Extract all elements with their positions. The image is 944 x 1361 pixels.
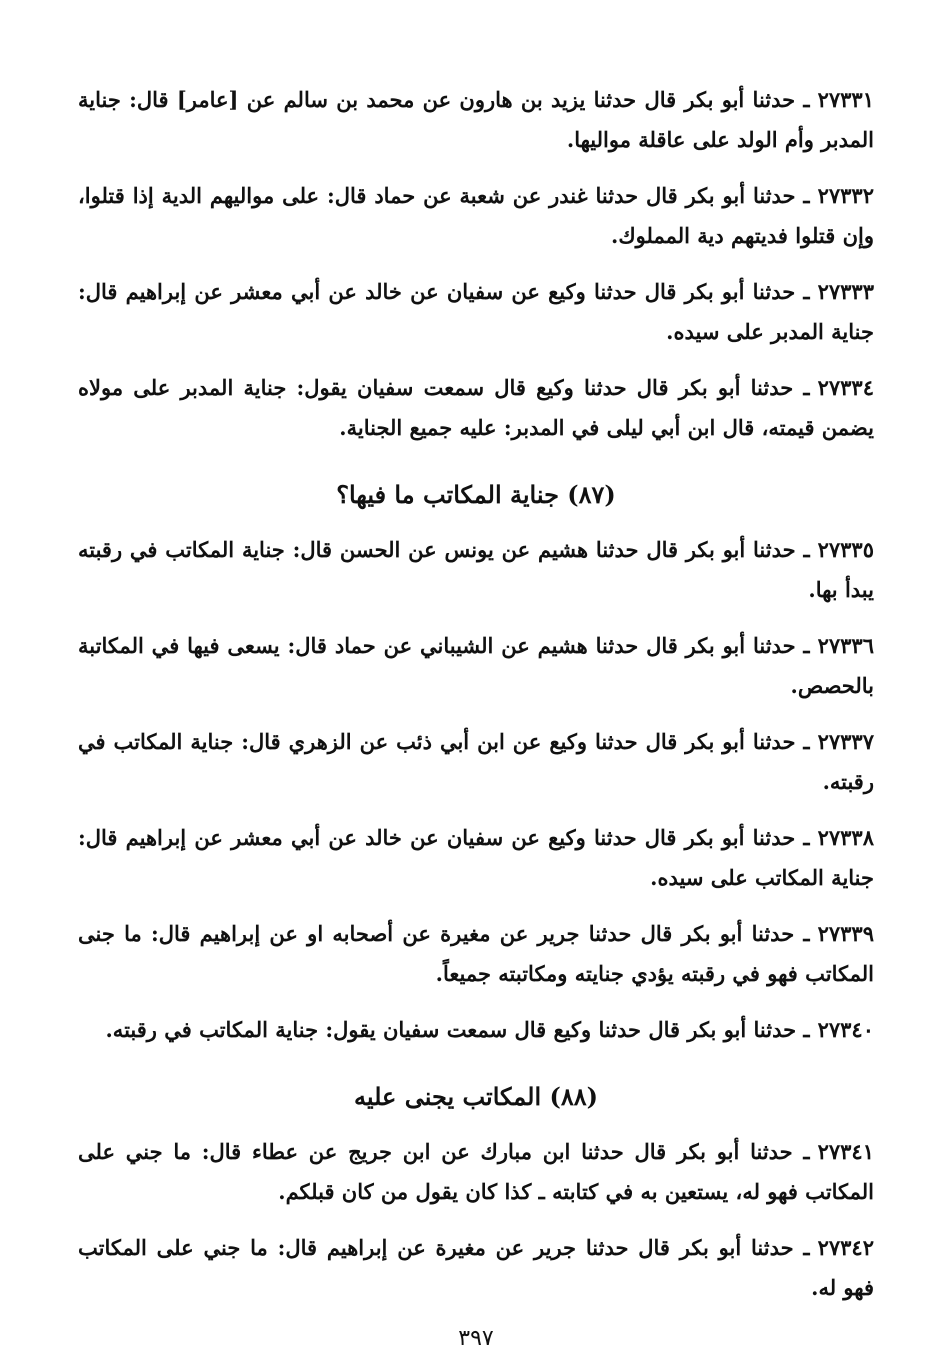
entry-text: ـ حدثنا أبو بكر قال حدثنا وكيع قال سمعت سفيان يقول: جناية المدبر على مولاه يضمن قيمته، قال ابن أبي ليلى في المدبر: عليه جميع الجناية.	[78, 375, 874, 440]
hadith-entry	[78, 1228, 874, 1308]
entry-number: ٢٧٣٣٦	[817, 633, 874, 658]
entry-text: ـ حدثنا أبو بكر قال حدثنا ابن مبارك عن ابن جريج عن عطاء قال: ما جني على المكاتب فهو له، يستعين به في كتابته ـ كذا كان يقول من كان قبلكم.	[78, 1139, 874, 1204]
entry-number: ٢٧٣٣٥	[817, 537, 874, 562]
hadith-entry	[78, 722, 874, 802]
entry-number: ٢٧٣٣٨	[817, 825, 874, 850]
hadith-entry	[78, 818, 874, 898]
page-number: ٣٩٧	[458, 1326, 494, 1351]
hadith-entry	[78, 176, 874, 256]
entry-number: ٢٧٣٤١	[817, 1139, 874, 1164]
entry-number: ٢٧٣٣١	[817, 87, 874, 112]
entry-text: ـ حدثنا أبو بكر قال حدثنا يزيد بن هارون عن محمد بن سالم عن [عامر] قال: جناية المدبر وأم الولد على عاقلة مواليها.	[78, 87, 874, 152]
entry-number: ٢٧٣٣٣	[817, 279, 874, 304]
entry-text: ـ حدثنا أبو بكر قال حدثنا هشيم عن الشيباني عن حماد قال: يسعى فيها في المكاتبة بالحصص.	[78, 633, 874, 698]
hadith-entry	[78, 1010, 874, 1050]
document-page	[78, 80, 874, 1354]
chapter-heading: (٨٨) المكاتب يجنى عليه	[353, 1082, 599, 1111]
entry-text: ـ حدثنا أبو بكر قال حدثنا جرير عن مغيرة عن أصحابه او عن إبراهيم قال: ما جنى المكاتب فهو في رقبته يؤدي جنايته ومكاتبته جميعاً.	[78, 921, 874, 986]
hadith-entry	[78, 1132, 874, 1212]
hadith-entry	[78, 626, 874, 706]
entry-text: ـ حدثنا أبو بكر قال حدثنا جرير عن مغيرة عن إبراهيم قال: ما جني على المكاتب فهو له.	[78, 1235, 874, 1300]
entry-number: ٢٧٣٤٢	[817, 1235, 874, 1260]
hadith-entry	[78, 914, 874, 994]
entry-number: ٢٧٣٤٠	[817, 1017, 874, 1042]
hadith-entry	[78, 368, 874, 448]
entry-number: ٢٧٣٣٤	[817, 375, 874, 400]
entry-number: ٢٧٣٣٢	[817, 183, 874, 208]
entry-number: ٢٧٣٣٩	[817, 921, 874, 946]
chapter-heading: (٨٧) جناية المكاتب ما فيها؟	[336, 480, 616, 509]
entry-text: ـ حدثنا أبو بكر قال حدثنا غندر عن شعبة عن حماد قال: على مواليهم الدية إذا قتلوا، وإن قتلوا فديتهم دية المملوك.	[78, 183, 874, 248]
hadith-entry	[78, 80, 874, 160]
entry-text: ـ حدثنا أبو بكر قال حدثنا وكيع قال سمعت سفيان يقول: جناية المكاتب في رقبته.	[105, 1017, 810, 1042]
entry-text: ـ حدثنا أبو بكر قال حدثنا وكيع عن سفيان عن خالد عن أبي معشر عن إبراهيم قال: جناية المكاتب على سيده.	[78, 825, 874, 890]
entry-text: ـ حدثنا أبو بكر قال حدثنا وكيع عن سفيان عن خالد عن أبي معشر عن إبراهيم قال: جناية المدبر على سيده.	[78, 279, 874, 344]
entry-text: ـ حدثنا أبو بكر قال حدثنا هشيم عن يونس عن الحسن قال: جناية المكاتب في رقبته يبدأ بها.	[78, 537, 874, 602]
entry-text: ـ حدثنا أبو بكر قال حدثنا وكيع عن ابن أبي ذئب عن الزهري قال: جناية المكاتب في رقبته.	[78, 729, 874, 794]
hadith-entry	[78, 272, 874, 352]
hadith-entry	[78, 530, 874, 610]
entry-number: ٢٧٣٣٧	[817, 729, 874, 754]
